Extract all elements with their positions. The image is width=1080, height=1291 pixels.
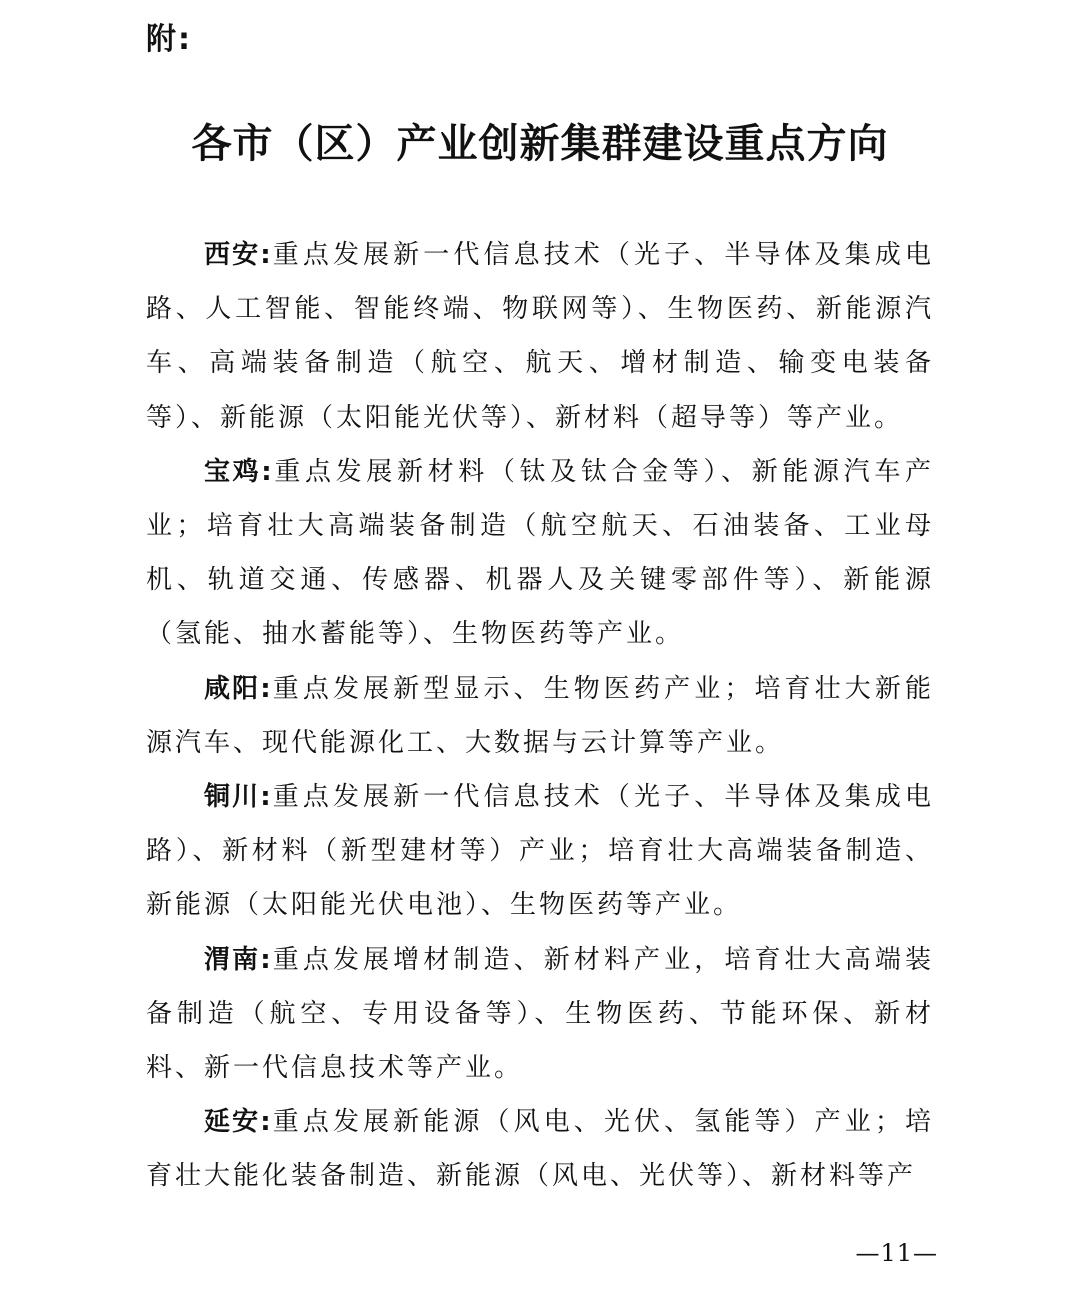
paragraph-text: 重点发展增材制造、新材料产业，培育壮大高端装备制造（航空、专用设备等）、生物医药、节能环保、新材料、新一代信息技术等产业。: [146, 944, 934, 1084]
city-name: 渭南:: [204, 944, 272, 975]
city-name: 宝鸡:: [204, 456, 273, 487]
document-body: [146, 228, 934, 1204]
paragraph-baoji: [146, 445, 934, 662]
paragraph-text: 重点发展新材料（钛及钛合金等）、新能源汽车产业；培育壮大高端装备制造（航空航天、石油装备、工业母机、轨道交通、传感器、机器人及关键零部件等）、新能源（氢能、抽水蓄能等）、生物医药等产业。: [146, 456, 934, 650]
paragraph-text: 重点发展新一代信息技术（光子、半导体及集成电路）、新材料（新型建材等）产业；培育壮大高端装备制造、新能源（太阳能光伏电池）、生物医药等产业。: [146, 782, 934, 921]
document-title: 各市（区）产业创新集群建设重点方向: [191, 121, 889, 167]
city-name: 咸阳:: [204, 673, 272, 704]
paragraph-xianyang: [146, 662, 934, 770]
city-name: 铜川:: [204, 782, 272, 813]
paragraph-text: 重点发展新型显示、生物医药产业；培育壮大新能源汽车、现代能源化工、大数据与云计算等产业。: [146, 673, 934, 758]
paragraph-text: 重点发展新一代信息技术（光子、半导体及集成电路、人工智能、智能终端、物联网等）、生物医药、新能源汽车、高端装备制造（航空、航天、增材制造、输变电装备等）、新能源（太阳能光伏等）、新材料（超导等）等产业。: [146, 240, 934, 433]
attachment-label: 附:: [146, 22, 192, 57]
paragraph-tongchuan: [146, 770, 934, 933]
paragraph-yanan: [146, 1095, 934, 1203]
city-name: 延安:: [204, 1107, 272, 1138]
paragraph-text: 重点发展新能源（风电、光伏、氢能等）产业；培育壮大能化装备制造、新能源（风电、光伏等）、新材料等产: [146, 1107, 934, 1192]
city-name: 西安:: [204, 240, 272, 270]
paragraph-xian: [146, 228, 934, 445]
paragraph-weinan: [146, 933, 934, 1096]
page-number: —11—: [855, 1239, 938, 1267]
